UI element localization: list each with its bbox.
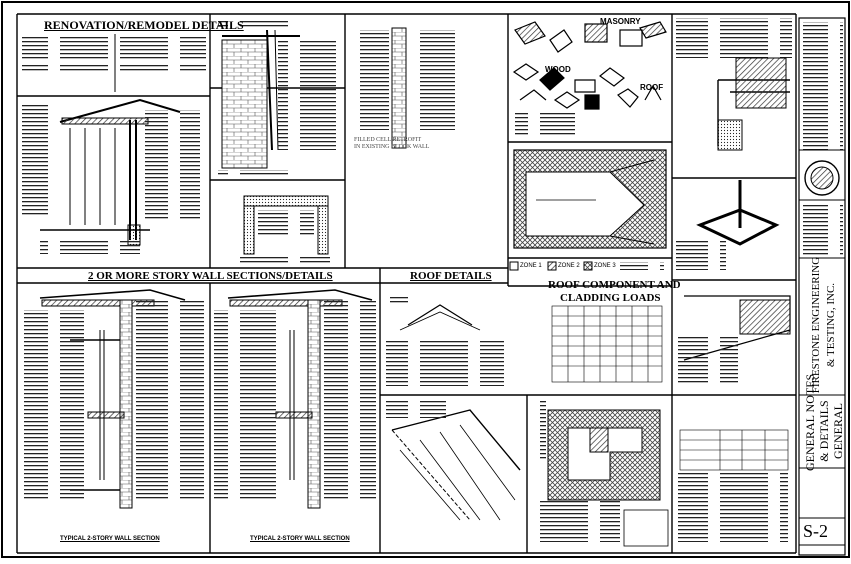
roof-label: ROOF	[640, 83, 664, 92]
sheet-number: S-2	[803, 521, 829, 541]
zone-1-label: ZONE 1	[520, 263, 542, 269]
wall-section-right	[214, 290, 376, 508]
firm-name-line1: FIRESTONE ENGINEERING	[810, 256, 822, 394]
filled-cell-detail	[355, 28, 455, 148]
zone-2-label: ZONE 2	[558, 263, 580, 269]
cladding-load-table	[552, 306, 662, 382]
typical-section-left-caption: TYPICAL 2-STORY WALL SECTION	[60, 536, 160, 542]
valley-hip-detail	[386, 400, 520, 520]
roof-loads-title-line2: CLADDING LOADS	[560, 292, 661, 304]
firm-name-line2: & TESTING, INC.	[825, 282, 837, 368]
typical-section-right-caption: TYPICAL 2-STORY WALL SECTION	[250, 536, 350, 542]
connector-icons	[514, 22, 666, 136]
sheet-title-line2: & DETAILS	[817, 400, 831, 462]
roof-sheathing-plan	[548, 410, 660, 500]
ridge-vent-detail	[386, 295, 504, 386]
wall-sections-title: 2 OR MORE STORY WALL SECTIONS/DETAILS	[88, 270, 333, 282]
renovation-notes	[22, 34, 206, 92]
roof-zone-plan	[510, 150, 666, 270]
roof-loads-title-line1: ROOF COMPONENT AND	[548, 279, 681, 291]
roof-details-title: ROOF DETAILS	[410, 270, 492, 282]
wood-label: WOOD	[545, 65, 571, 74]
wood-wall-detail	[22, 100, 200, 254]
windborne-table	[678, 430, 788, 542]
sheet-title-line1: GENERAL NOTES	[803, 373, 817, 471]
flashing-details	[676, 18, 792, 384]
filled-cell-title-line1: FILLED CELL RETROFIT	[354, 137, 422, 143]
filled-cell-title-line2: IN EXISTING BLOCK WALL	[354, 144, 430, 150]
cmu-header-detail	[240, 196, 330, 264]
zone-3-label: ZONE 3	[594, 263, 616, 269]
cmu-connection-detail	[218, 20, 336, 177]
renovation-title: RENOVATION/REMODEL DETAILS	[44, 18, 244, 32]
sheet-title-line3: GENERAL	[831, 403, 845, 459]
wall-section-left	[24, 290, 204, 508]
masonry-label: MASONRY	[600, 17, 641, 26]
